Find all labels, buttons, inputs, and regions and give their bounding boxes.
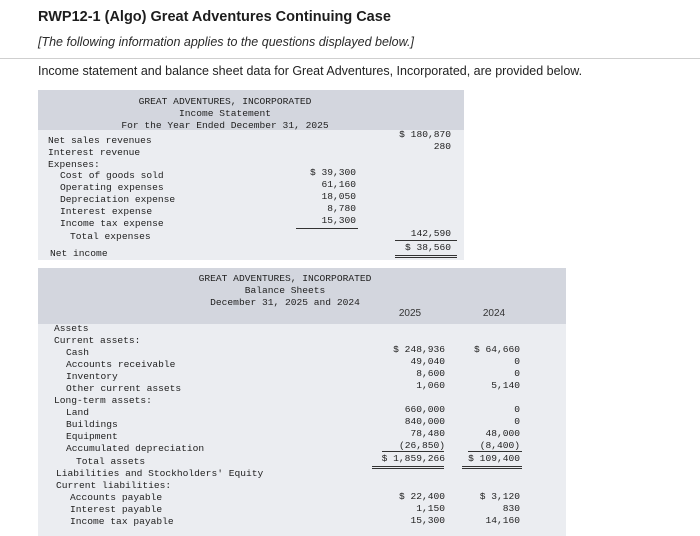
long-term-asset-2024: (8,400) <box>479 440 520 451</box>
balance-company-name: GREAT ADVENTURES, INCORPORATED <box>198 273 372 284</box>
long-term-asset-2025: 78,480 <box>410 428 445 439</box>
current-liability-2025: 15,300 <box>410 515 445 526</box>
current-liability-2025: 1,150 <box>416 503 445 514</box>
long-term-asset-label: Accumulated depreciation <box>66 443 205 454</box>
income-period: For the Year Ended December 31, 2025 <box>121 120 329 131</box>
expense-label: Income tax expense <box>60 218 164 229</box>
liabilities-equity-label: Liabilities and Stockholders' Equity <box>56 468 264 479</box>
long-term-asset-2025: 660,000 <box>404 404 445 415</box>
current-asset-2024: 0 <box>514 356 520 367</box>
assets-label: Assets <box>54 323 89 334</box>
expense-amount: 8,780 <box>327 203 356 214</box>
current-asset-2025: 8,600 <box>416 368 445 379</box>
expense-amount: 15,300 <box>321 215 356 226</box>
question-subtitle: [The following information applies to the questions displayed below.] <box>38 35 414 49</box>
expense-label: Depreciation expense <box>60 194 176 205</box>
long-term-asset-2024: 48,000 <box>485 428 520 439</box>
total-assets-double-underline-2025 <box>372 466 444 469</box>
intro-text: Income statement and balance sheet data for Great Adventures, Incorporated, are provided below. <box>38 64 583 78</box>
expenses-underline <box>296 228 358 229</box>
long-term-asset-2024: 0 <box>514 416 520 427</box>
long-term-asset-2025: 840,000 <box>404 416 445 427</box>
net-income-label: Net income <box>50 248 108 259</box>
long-term-asset-2025: (26,850) <box>398 440 445 451</box>
total-expenses-total: 142,590 <box>410 228 451 239</box>
long-term-asset-2024: 0 <box>514 404 520 415</box>
interest-revenue-label: Interest revenue <box>48 147 141 158</box>
question-title: RWP12-1 (Algo) Great Adventures Continuing Case <box>38 9 391 25</box>
assets-underline-2024 <box>468 451 522 452</box>
current-asset-label: Other current assets <box>66 383 182 394</box>
total-assets-2024: $ 109,400 <box>468 453 520 464</box>
current-liability-label: Income tax payable <box>70 516 174 527</box>
total-assets-double-underline-2024 <box>462 466 522 469</box>
expense-amount: $ 39,300 <box>309 167 356 178</box>
current-asset-2024: 0 <box>514 368 520 379</box>
current-asset-2025: 1,060 <box>416 380 445 391</box>
income-statement-title: Income Statement <box>178 108 272 119</box>
long-term-asset-label: Land <box>66 407 90 418</box>
expense-amount: 61,160 <box>321 179 356 190</box>
current-asset-label: Cash <box>66 347 90 358</box>
current-asset-2024: 5,140 <box>491 380 520 391</box>
current-assets-label: Current assets: <box>54 335 141 346</box>
divider <box>0 58 700 59</box>
assets-underline-2025 <box>382 451 444 452</box>
current-asset-2024: $ 64,660 <box>473 344 520 355</box>
total-assets-label: Total assets <box>76 456 146 467</box>
expense-label: Interest expense <box>60 206 153 217</box>
current-liability-label: Accounts payable <box>70 492 163 503</box>
total-assets-2025: $ 1,859,266 <box>381 453 445 464</box>
total-expenses-label: Total expenses <box>70 231 151 242</box>
current-liabilities-label: Current liabilities: <box>56 480 172 491</box>
current-asset-label: Accounts receivable <box>66 359 176 370</box>
current-liability-2024: $ 3,120 <box>479 491 520 502</box>
current-asset-label: Inventory <box>66 371 118 382</box>
net-income-double-underline <box>395 255 457 258</box>
current-liability-2025: $ 22,400 <box>398 491 445 502</box>
expenses-label: Expenses: <box>48 159 100 170</box>
expense-amount: 18,050 <box>321 191 356 202</box>
net-income-total: $ 38,560 <box>404 242 451 253</box>
net-sales-total: $ 180,870 <box>399 129 451 140</box>
column-header-2025: 2025 <box>398 308 422 319</box>
current-asset-2025: $ 248,936 <box>393 344 445 355</box>
balance-dates: December 31, 2025 and 2024 <box>210 297 360 308</box>
current-liability-2024: 14,160 <box>485 515 520 526</box>
net-sales-label: Net sales revenues <box>48 135 152 146</box>
expense-label: Operating expenses <box>60 182 164 193</box>
column-header-2024: 2024 <box>482 308 506 319</box>
long-term-assets-label: Long-term assets: <box>54 395 152 406</box>
expense-label: Cost of goods sold <box>60 170 164 181</box>
long-term-asset-label: Buildings <box>66 419 118 430</box>
current-asset-2025: 49,040 <box>410 356 445 367</box>
interest-revenue-total: 280 <box>433 141 451 152</box>
income-company-name: GREAT ADVENTURES, INCORPORATED <box>138 96 312 107</box>
balance-sheet-title: Balance Sheets <box>244 285 326 296</box>
long-term-asset-label: Equipment <box>66 431 118 442</box>
current-liability-2024: 830 <box>502 503 520 514</box>
current-liability-label: Interest payable <box>70 504 163 515</box>
total-expenses-underline <box>395 240 457 241</box>
